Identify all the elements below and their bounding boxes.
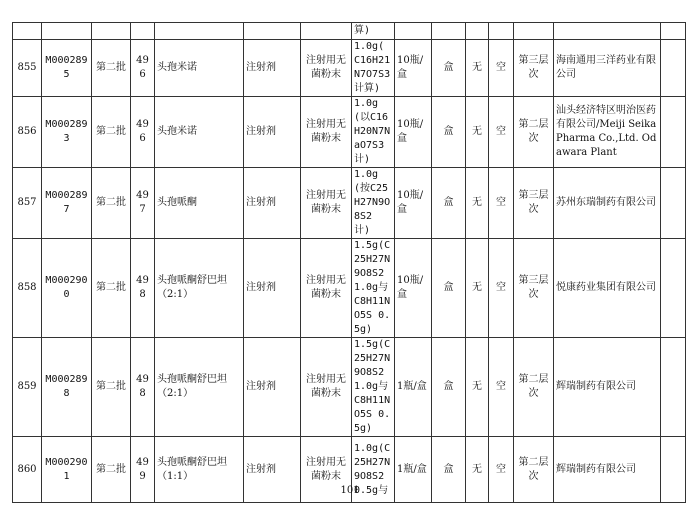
quality-level-cell: 第三层次 [514, 239, 554, 338]
manufacturer-cell: 汕头经济特区明治医药有限公司/Meiji Seika Pharma Co.,Ltd. Odawara Plant [554, 97, 661, 168]
row-number-cell: 855 [13, 40, 42, 97]
attr-2-cell: 空 [489, 338, 514, 437]
attr-2-cell: 空 [489, 40, 514, 97]
drug-name-cell: 头孢米诺 [155, 40, 244, 97]
batch-cell: 第二批 [92, 168, 131, 239]
attr-2-cell: 空 [489, 239, 514, 338]
row-number-cell: 859 [13, 338, 42, 437]
attr-1-cell: 无 [466, 40, 489, 97]
unit-cell: 盒 [432, 40, 466, 97]
group-number-cell: 496 [131, 97, 155, 168]
drug-code-cell: M0002900 [42, 239, 92, 338]
group-number-cell: 498 [131, 338, 155, 437]
quality-level-cell: 第二层次 [514, 338, 554, 437]
form-detail-cell: 注射用无菌粉末 [301, 40, 352, 97]
table-row [13, 338, 686, 437]
specification-cell: 1.0g(以C16H20N7NaO7S3计) [352, 97, 395, 168]
extra-column-cell [661, 97, 686, 168]
quality-level-cell: 第二层次 [514, 97, 554, 168]
drug-code-cell: M0002898 [42, 338, 92, 437]
group-number-cell: 496 [131, 40, 155, 97]
attr-2-cell: 空 [489, 168, 514, 239]
batch-cell: 第二批 [92, 437, 131, 503]
table-row [13, 239, 686, 338]
page-number: 101 [340, 485, 360, 496]
attr-1-cell: 无 [466, 338, 489, 437]
spec-cell: 算) [352, 23, 395, 40]
drug-name-cell: 头孢哌酮舒巴坦 （1:1） [155, 437, 244, 503]
batch-cell: 第二批 [92, 239, 131, 338]
manufacturer-cell: 辉瑞制药有限公司 [554, 338, 661, 437]
drug-code-cell: M0002901 [42, 437, 92, 503]
specification-cell: 1.5g(C25H27N9O8S2 1.0g与C8H11NO5S 0.5g) [352, 338, 395, 437]
package-cell: 10瓶/盒 [395, 97, 432, 168]
attr-1-cell: 无 [466, 437, 489, 503]
manufacturer-cell: 辉瑞制药有限公司 [554, 437, 661, 503]
unit-cell: 盒 [432, 239, 466, 338]
table-row [13, 40, 686, 97]
extra-column-cell [661, 338, 686, 437]
drug-code-cell: M0002893 [42, 97, 92, 168]
group-number-cell: 498 [131, 239, 155, 338]
form-detail-cell: 注射用无菌粉末 [301, 437, 352, 503]
package-cell: 1瓶/盒 [395, 437, 432, 503]
package-cell: 1瓶/盒 [395, 338, 432, 437]
specification-cell: 1.0g(按C25H27N9O8S2 计) [352, 168, 395, 239]
specification-cell: 1.0g(C25H27N9O8S2 0.5g与 [352, 437, 395, 503]
row-number-cell: 858 [13, 239, 42, 338]
batch-cell: 第二批 [92, 97, 131, 168]
package-cell: 10瓶/盒 [395, 168, 432, 239]
drug-name-cell: 头孢米诺 [155, 97, 244, 168]
dosage-form-cell: 注射剂 [244, 97, 301, 168]
dosage-form-cell: 注射剂 [244, 40, 301, 97]
drug-name-cell: 头孢哌酮舒巴坦 （2:1） [155, 338, 244, 437]
unit-cell: 盒 [432, 97, 466, 168]
group-number-cell: 497 [131, 168, 155, 239]
dosage-form-cell: 注射剂 [244, 437, 301, 503]
package-cell: 10瓶/盒 [395, 40, 432, 97]
drug-name-cell: 头孢哌酮 [155, 168, 244, 239]
specification-cell: 1.0g( C16H21N7O7S3 计算) [352, 40, 395, 97]
attr-1-cell: 无 [466, 97, 489, 168]
specification-cell: 1.5g(C25H27N9O8S2 1.0g与C8H11NO5S 0.5g) [352, 239, 395, 338]
table-body [13, 23, 686, 503]
unit-cell: 盒 [432, 338, 466, 437]
row-number-cell: 857 [13, 168, 42, 239]
extra-column-cell [661, 40, 686, 97]
unit-cell: 盒 [432, 437, 466, 503]
manufacturer-cell: 海南通用三洋药业有限公司 [554, 40, 661, 97]
manufacturer-cell: 苏州东瑞制药有限公司 [554, 168, 661, 239]
drug-code-cell: M0002897 [42, 168, 92, 239]
package-cell: 10瓶/盒 [395, 239, 432, 338]
quality-level-cell: 第二层次 [514, 437, 554, 503]
extra-column-cell [661, 239, 686, 338]
drug-code-cell: M0002895 [42, 40, 92, 97]
attr-1-cell: 无 [466, 239, 489, 338]
form-detail-cell: 注射用无菌粉末 [301, 338, 352, 437]
row-number-cell: 860 [13, 437, 42, 503]
continuation-row [13, 23, 686, 40]
group-number-cell: 499 [131, 437, 155, 503]
unit-cell: 盒 [432, 168, 466, 239]
form-detail-cell: 注射用无菌粉末 [301, 239, 352, 338]
attr-1-cell: 无 [466, 168, 489, 239]
row-number-cell: 856 [13, 97, 42, 168]
attr-2-cell: 空 [489, 437, 514, 503]
manufacturer-cell: 悦康药业集团有限公司 [554, 239, 661, 338]
dosage-form-cell: 注射剂 [244, 338, 301, 437]
batch-cell: 第二批 [92, 338, 131, 437]
extra-column-cell [661, 168, 686, 239]
table-row [13, 97, 686, 168]
form-detail-cell: 注射用无菌粉末 [301, 168, 352, 239]
attr-2-cell: 空 [489, 97, 514, 168]
drug-name-cell: 头孢哌酮舒巴坦 （2:1） [155, 239, 244, 338]
quality-level-cell: 第三层次 [514, 168, 554, 239]
form-detail-cell: 注射用无菌粉末 [301, 97, 352, 168]
drug-catalog-table [12, 22, 686, 503]
quality-level-cell: 第三层次 [514, 40, 554, 97]
table-row [13, 168, 686, 239]
batch-cell: 第二批 [92, 40, 131, 97]
dosage-form-cell: 注射剂 [244, 239, 301, 338]
dosage-form-cell: 注射剂 [244, 168, 301, 239]
